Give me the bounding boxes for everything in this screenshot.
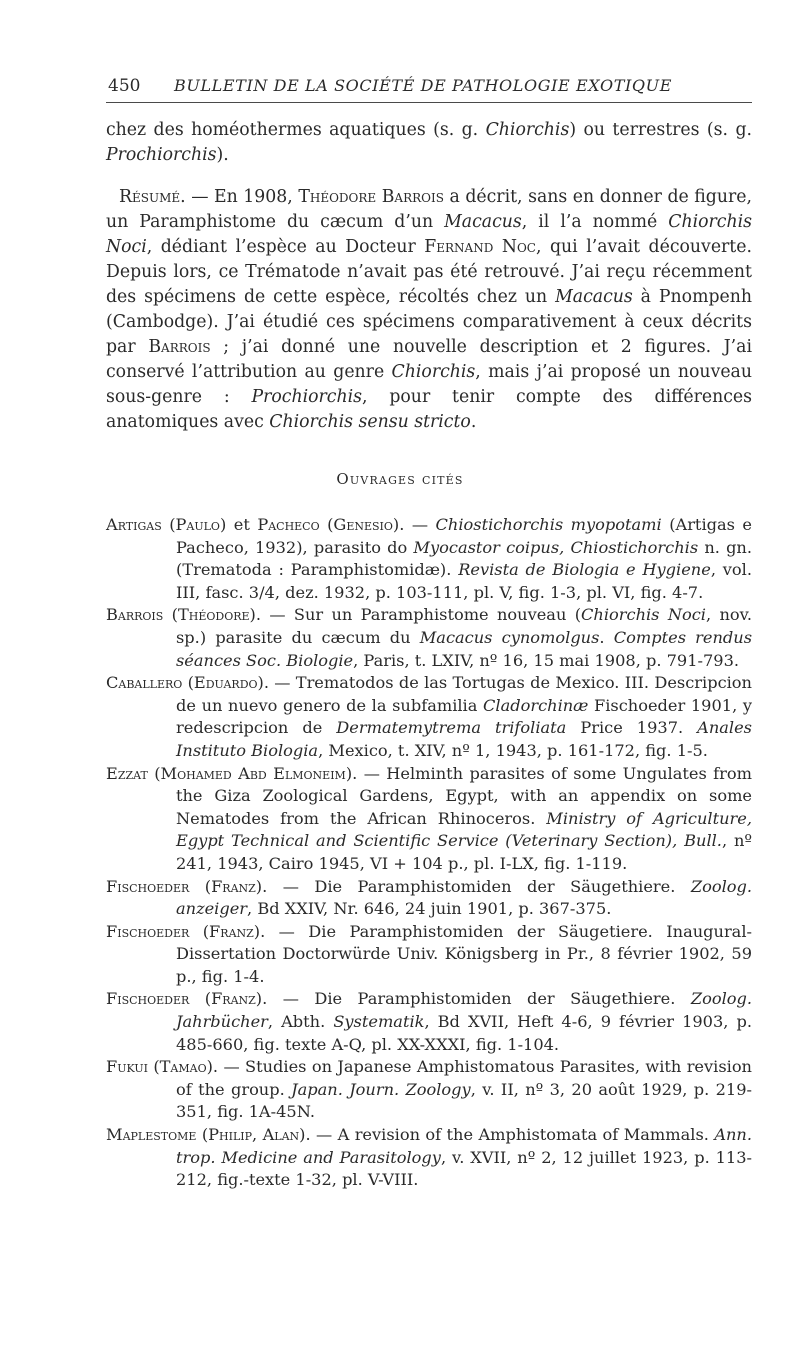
text-run: . — xyxy=(399,515,436,534)
journal-name: Ministry of Agriculture, Egypt Technical and Scientific Service (Veterinary Section), Bull. xyxy=(176,808,752,851)
subgenus-name: Prochiorchis xyxy=(251,387,363,407)
species-name: Chiorchis Noci xyxy=(106,212,752,257)
text-run: , v. XVII, nº 2, 12 juillet 1923, p. 113-212, fig.-texte 1-32, pl. V-VIII. xyxy=(176,1147,752,1190)
reference-entry xyxy=(106,1056,752,1124)
text-run: ; j’ai donné une nouvelle description et 2 figures. J’ai conservé l’attribution au genre xyxy=(106,337,752,382)
author-name: Artigas (Paulo) xyxy=(106,515,227,534)
genus-name: Prochiorchis xyxy=(106,145,217,165)
author-name: Fukui (Tamao) xyxy=(106,1057,213,1077)
italic-text: Dermatemytrema trifoliata xyxy=(336,718,567,738)
text-run: . — Die Paramphistomiden der Säugetiere. Inaugural-Dissertation Doctorwürde Univ. Königsberg in Pr., 8 février 1902, 59 p., fig. 1-4. xyxy=(176,921,752,986)
journal-name: Japan. Journ. Zoology xyxy=(291,1079,471,1099)
italic-text: Macacus cynomolgus xyxy=(419,627,600,647)
page-number: 450 xyxy=(108,76,141,96)
author-name: Barrois (Théodore) xyxy=(106,605,256,625)
author-name: Barrois xyxy=(148,337,211,357)
text-run: et xyxy=(226,515,258,534)
text-run: , Bd XVII, Heft 4-6, 9 février 1903, p. 485-660, fig. texte A-Q, pl. XX-XXXI, fig. 1-104. xyxy=(176,1012,752,1054)
journal-name: Ann. trop. Medicine and Parasitology xyxy=(176,1125,752,1167)
text-run: . — Helminth parasites of some Ungulates from the Giza Zoological Gardens, Egypt, with an appendix on some Nematodes from the African Rhinoceros. xyxy=(176,763,752,828)
person-name: Fernand Noc xyxy=(424,237,536,257)
text-run: . — Sur un Paramphistome nouveau ( xyxy=(255,605,582,625)
text-run: . — A revision of the Amphistomata of Mammals. xyxy=(305,1125,715,1145)
journal-name: Revista de Biologia e Hygiene xyxy=(458,560,711,580)
text-run: , nov. sp.) parasite du cæcum du xyxy=(176,605,752,647)
author-name: Fischoeder (Franz) xyxy=(106,989,263,1009)
author-name: Fischoeder (Franz) xyxy=(106,876,263,896)
text-run: ) ou terrestres (s. g. xyxy=(569,120,752,140)
text-run: a décrit, sans en donner de figure, un Paramphistome du cæcum d’un xyxy=(106,187,752,232)
author-name: Théodore Barrois xyxy=(298,187,444,207)
text-run: Fischoeder 1901, y redescripcion de xyxy=(176,695,752,738)
journal-name: Zoolog. Jahrbücher xyxy=(176,989,752,1032)
text-run: , v. II, nº 3, 20 août 1929, p. 219-351, fig. 1A-45N. xyxy=(176,1079,753,1122)
text-run: , qui l’avait découverte. Depuis lors, ce Trématode n’avait pas été retrouvé. J’ai reçu récemment des spécimens de cette espèce, récoltés chez un xyxy=(106,237,752,307)
text-run: (Artigas e Pacheco, 1932), parasito do xyxy=(176,515,752,557)
resume-label: Résumé. xyxy=(119,187,186,207)
running-head: BULLETIN DE LA SOCIÉTÉ DE PATHOLOGIE EXOTIQUE xyxy=(174,76,672,95)
text-run: , Mexico, t. XIV, nº 1, 1943, p. 161-172, fig. 1-5. xyxy=(318,740,708,760)
text-run: . — Die Paramphistomiden der Säugethiere. xyxy=(262,876,691,896)
text-run: . xyxy=(470,412,477,432)
reference-entry xyxy=(106,921,752,989)
journal-name: Comptes rendus séances Soc. Biologie xyxy=(176,627,753,670)
author-name: Fischoeder (Franz) xyxy=(106,921,261,941)
genus-name: Chiorchis sensu stricto xyxy=(269,412,471,432)
author-name: Ezzat (Mohamed Abd Elmoneim) xyxy=(106,763,353,783)
reference-entry xyxy=(106,988,752,1056)
text-run: , nº 241, 1943, Cairo 1945, VI + 104 p., pl. I-LX, fig. 1-119. xyxy=(176,831,752,873)
text-run: à Pnompenh (Cambodge). J’ai étudié ces spécimens comparativement à ceux décrits par xyxy=(106,287,752,357)
author-name: Caballero (Eduardo) xyxy=(106,673,264,693)
reference-entry xyxy=(106,876,752,921)
italic-text: Chiorchis Noci xyxy=(581,605,706,625)
text-run: , Paris, t. LXIV, nº 16, 15 mai 1908, p. 791-793. xyxy=(353,650,740,670)
reference-entry xyxy=(106,1124,752,1192)
text-run: ). xyxy=(216,145,229,165)
reference-entry xyxy=(106,604,752,672)
page-header xyxy=(106,74,752,103)
text-run: . xyxy=(599,627,614,647)
genus-name: Chiorchis xyxy=(485,120,570,140)
text-run: , Abth. xyxy=(267,1012,334,1032)
genus-name: Macacus xyxy=(444,212,522,232)
text-run: , dédiant l’espèce au Docteur xyxy=(146,237,425,257)
text-run: . — Trematodos de las Tortugas de Mexico. III. Descripcion de un nuevo genero de la subfamilia xyxy=(176,673,752,715)
text-run: — En 1908, xyxy=(185,187,299,207)
italic-text: Cladorchinæ xyxy=(483,695,589,715)
reference-entry xyxy=(106,672,752,762)
reference-entry xyxy=(106,763,752,876)
italic-text: Systematik xyxy=(333,1012,425,1032)
text-run: Price 1937. xyxy=(566,718,698,738)
text-run: , Bd XXIV, Nr. 646, 24 juin 1901, p. 367-375. xyxy=(247,899,612,919)
genus-name: Macacus xyxy=(555,287,633,307)
italic-text: Chiostichorchis myopotami xyxy=(435,515,662,534)
reference-list xyxy=(106,514,752,1192)
text-run: , mais j’ai proposé un nouveau sous-genre : xyxy=(106,362,752,407)
continuation-paragraph xyxy=(106,118,752,168)
journal-name: Zoolog. anzeiger xyxy=(176,876,752,919)
journal-name: Anales Instituto Biologia xyxy=(176,718,752,760)
text-run: chez des homéothermes aquatiques (s. g. xyxy=(106,120,486,140)
text-run: n. gn. (Trematoda : Paramphistomidæ). xyxy=(176,537,752,580)
text-run: . — Studies on Japanese Amphistomatous Parasites, with revision of the group. xyxy=(176,1057,752,1099)
text-run: , il l’a nommé xyxy=(521,212,669,232)
section-title: Ouvrages cités xyxy=(336,470,464,488)
italic-text: Myocastor coipus, Chiostichorchis xyxy=(413,537,699,557)
genus-name: Chiorchis xyxy=(391,362,476,382)
text-run: , vol. III, fasc. 3/4, dez. 1932, p. 103-111, pl. V, fig. 1-3, pl. VI, fig. 4-7. xyxy=(176,560,752,602)
text-run: . — Die Paramphistomiden der Säugethiere. xyxy=(262,989,691,1009)
reference-entry xyxy=(106,514,752,604)
author-name: Maplestome (Philip, Alan) xyxy=(106,1125,306,1145)
text-run: , pour tenir compte des différences anatomiques avec xyxy=(106,387,752,432)
author-name: Pacheco (Genesio) xyxy=(257,515,400,534)
resume-paragraph xyxy=(106,185,752,435)
